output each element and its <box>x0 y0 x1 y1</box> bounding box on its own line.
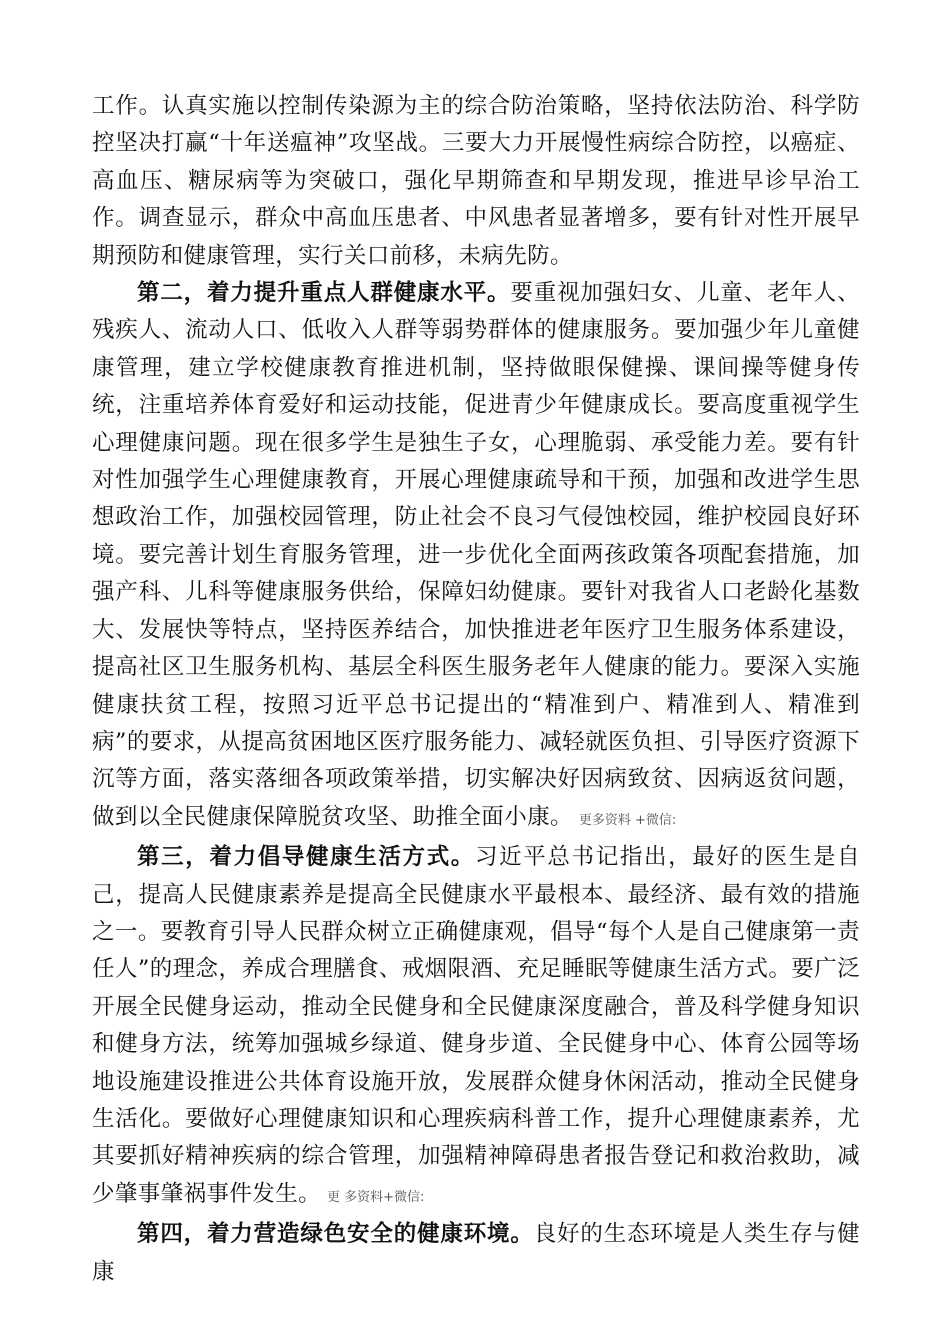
paragraph-continuation <box>92 88 860 275</box>
paragraph-text: 工作。认真实施以控制传染源为主的综合防治策略，坚持依法防治、科学防控坚决打赢“十年送瘟神”攻坚战。三要大力开展慢性病综合防控，以癌症、高血压、糖尿病等为突破口，强化早期筛查和早期发现，推进早诊早治工作。调查显示，群众中高血压患者、中风患者显著增多，要有针对性开展早期预防和健康管理，实行关口前移，未病先防。 <box>92 93 860 269</box>
paragraph-fourth <box>92 1216 860 1291</box>
paragraph-lead: 第二，着力提升重点人群健康水平。 <box>137 280 511 307</box>
paragraph-second <box>92 275 860 839</box>
paragraph-lead: 第四，着力营造绿色安全的健康环境。 <box>137 1221 534 1248</box>
paragraph-lead: 第三，着力倡导健康生活方式。 <box>137 844 475 871</box>
paragraph-text: 习近平总书记指出，最好的医生是自己，提高人民健康素养是提高全民健康水平最根本、最经济、最有效的措施之一。要教育引导人民群众树立正确健康观，倡导“每个人是自己健康第一责任人”的理念，养成合理膳食、戒烟限酒、充足睡眠等健康生活方式。要广泛开展全民健身运动，推动全民健身和全民健康深度融合，普及科学健身知识和健身方法，统筹加强城乡绿道、健身步道、全民健身中心、体育公园等场地设施建设推进公共体育设施开放，发展群众健身休闲活动，推动全民健身生活化。要做好心理健康知识和心理疾病科普工作，提升心理健康素养，尤其要抓好精神疾病的综合管理，加强精神障碍患者报告登记和救治救助，减少肇事肇祸事件发生。 <box>92 844 860 1207</box>
watermark-note: 更 多资料+微信: <box>327 1189 425 1205</box>
paragraph-text: 要重视加强妇女、儿童、老年人、残疾人、流动人口、低收入人群等弱势群体的健康服务。要加强少年儿童健康管理，建立学校健康教育推进机制，坚持做眼保健操、课间操等健身传统，注重培养体育爱好和运动技能，促进青少年健康成长。要高度重视学生心理健康问题。现在很多学生是独生子女，心理脆弱、承受能力差。要有针对性加强学生心理健康教育，开展心理健康疏导和干预，加强和改进学生思想政治工作，加强校园管理，防止社会不良习气侵蚀校园，维护校园良好环境。要完善计划生育服务管理，进一步优化全面两孩政策各项配套措施，加强产科、儿科等健康服务供给，保障妇幼健康。要针对我省人口老龄化基数大、发展快等特点，坚持医养结合，加快推进老年医疗卫生服务体系建设，提高社区卫生服务机构、基层全科医生服务老年人健康的能力。要深入实施健康扶贫工程，按照习近平总书记提出的“精准到户、精准到人、精准到病”的要求，从提高贫困地区医疗服务能力、减轻就医负担、引导医疗资源下沉等方面，落实落细各项政策举措，切实解决好因病致贫、因病返贫问题，做到以全民健康保障脱贫攻坚、助推全面小康。 <box>92 280 860 830</box>
paragraph-text: 良好的生态环境是人类生存与健康 <box>92 1221 860 1285</box>
document-page <box>92 88 860 1291</box>
watermark-note: 更多资料 +微信: <box>578 812 677 828</box>
paragraph-third <box>92 839 860 1216</box>
